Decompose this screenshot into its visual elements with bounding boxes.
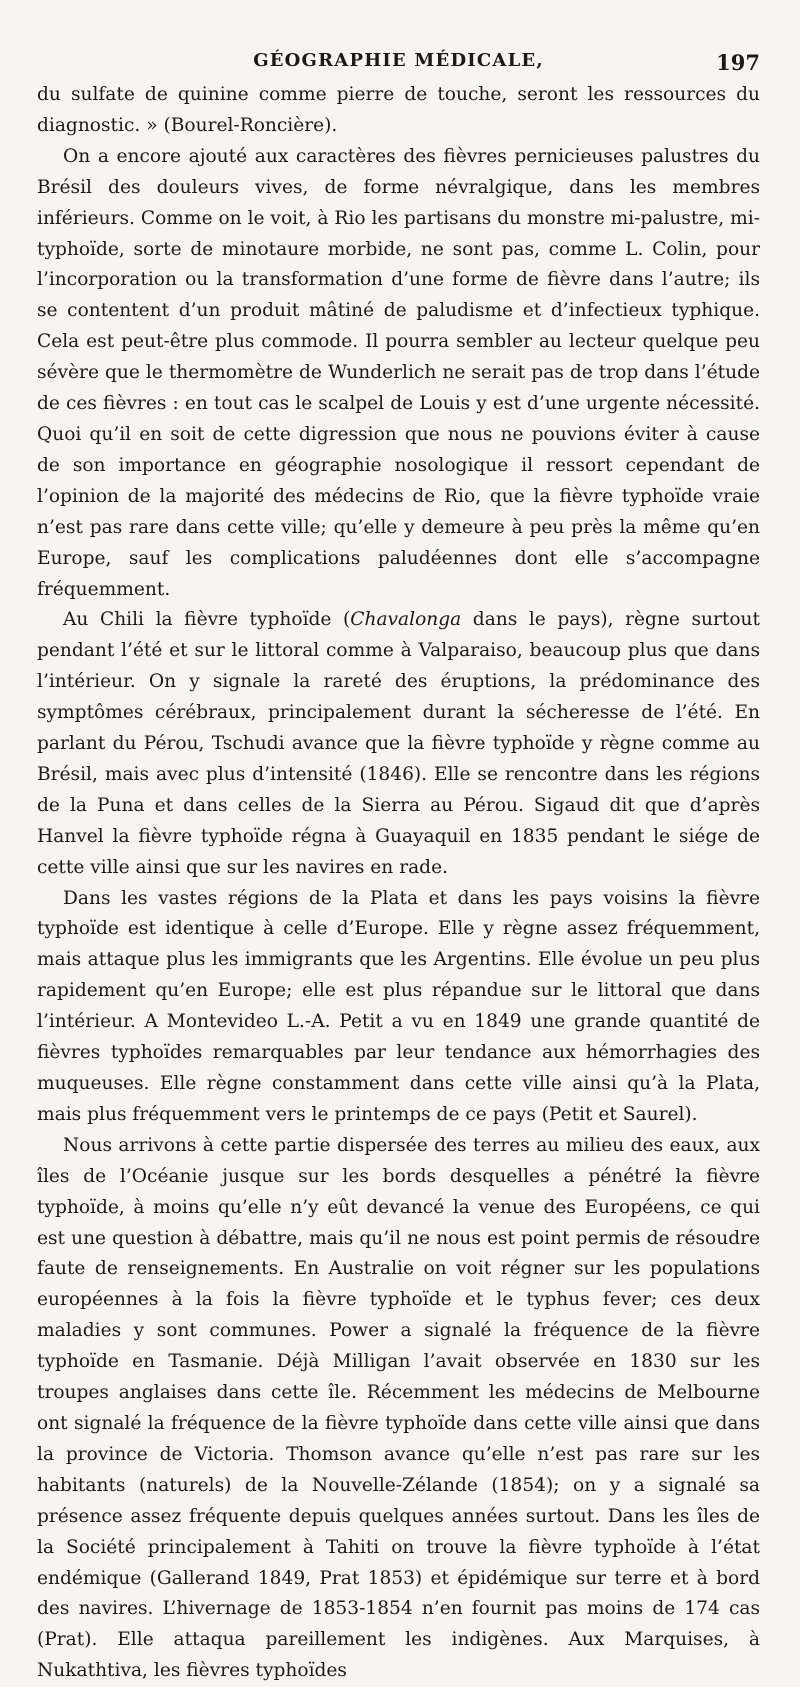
page-number: 197 <box>716 50 760 75</box>
running-title: GÉOGRAPHIE MÉDICALE, <box>253 50 544 71</box>
paragraph-continuation: du sulfate de quinine comme pierre de touche, seront les ressources du diagnostic. » (Bourel-Roncière). <box>37 84 760 136</box>
body-text <box>37 80 760 1687</box>
paragraph-chile-peru <box>37 605 760 883</box>
paragraph-oceania: Nous arrivons à cette partie dispersée des terres au milieu des eaux, aux îles de l’Océanie jusque sur les bords desquelles a pénétré la fièvre typhoïde, à moins qu’elle n’y eût devancé la venue des Européens, ce qui est une question à débattre, mais qu’il ne nous est point permis de résoudre faute de renseignements. En Australie on voit régner sur les populations européennes à la fois la fièvre typhoïde et le typhus fever; ces deux maladies y sont communes. Power a signalé la fréquence de la fièvre typhoïde en Tasmanie. Déjà Milligan l’avait observée en 1830 sur les troupes anglaises dans cette île. Récemment les médecins de Melbourne ont signalé la fréquence de la fièvre typhoïde dans cette ville ainsi que dans la province de Victoria. Thomson avance qu’elle n’est pas rare sur les habitants (naturels) de la Nouvelle-Zélande (1854); on y a signalé sa présence assez fréquente depuis quelques années surtout. Dans les îles de la Société principalement à Tahiti on trouve la fièvre typhoïde à l’état endémique (Gallerand 1849, Prat 1853) et épidémique sur terre et à bord des navires. L’hivernage de 1853-1854 n’en fournit pas moins de 174 cas (Prat). Elle attaqua pareillement les indigènes. Aux Marquises, à Nukathtiva, les fièvres typhoïdes <box>37 1134 760 1682</box>
paragraph-chile-peru-rest: dans le pays), règne surtout pendant l’été et sur le littoral comme à Valparaiso, beaucoup plus que dans l’intérieur. On y signale la rareté des éruptions, la prédominance des symptômes cérébraux, principalement durant la sécheresse de l’été. En parlant du Pérou, Tschudi avance que la fièvre typhoïde y règne comme au Brésil, mais avec plus d’intensité (1846). Elle se rencontre dans les régions de la Puna et dans celles de la Sierra au Pérou. Sigaud dit que d’après Hanvel la fièvre typhoïde régna à Guayaquil en 1835 pendant le siége de cette ville ainsi que sur les navires en rade. <box>37 609 760 878</box>
paragraph-brazil-fevers: On a encore ajouté aux caractères des fièvres pernicieuses palustres du Brésil des douleurs vives, de forme névralgique, dans les membres inférieurs. Comme on le voit, à Rio les partisans du monstre mi-palustre, mi-typhoïde, sorte de minotaure morbide, ne sont pas, comme L. Colin, pour l’incorporation ou la transformation d’une forme de fièvre dans l’autre; ils se contentent d’un produit mâtiné de paludisme et d’infectieux typhique. Cela est peut-être plus commode. Il pourra sembler au lecteur quelque peu sévère que le thermomètre de Wunderlich ne serait pas de trop dans l’étude de ces fièvres : en tout cas le scalpel de Louis y est d’une urgente nécessité. Quoi qu’il en soit de cette digression que nous ne pouvions éviter à cause de son importance en géographie nosologique il ressort cependant de l’opinion de la majorité des médecins de Rio, que la fièvre typhoïde vraie n’est pas rare dans cette ville; qu’elle y demeure à peu près la même qu’en Europe, sauf les complications paludéennes dont elle s’accompagne fréquemment. <box>37 145 760 600</box>
chavalonga-term: Chavalonga <box>350 609 462 631</box>
running-header <box>37 38 760 75</box>
paragraph-chile-peru-start: Au Chili la fièvre typhoïde ( <box>63 609 351 631</box>
paragraph-plata: Dans les vastes régions de la Plata et dans les pays voisins la fièvre typhoïde est identique à celle d’Europe. Elle y règne assez fréquemment, mais attaque plus les immigrants que les Argentins. Elle évolue un peu plus rapidement qu’en Europe; elle est plus répandue sur le littoral que dans l’intérieur. A Montevideo L.-A. Petit a vu en 1849 une grande quantité de fièvres typhoïdes remarquables par leur tendance aux hémorrhagies des muqueuses. Elle règne constamment dans cette ville ainsi qu’à la Plata, mais plus fréquemment vers le printemps de ce pays (Petit et Saurel). <box>37 887 760 1125</box>
